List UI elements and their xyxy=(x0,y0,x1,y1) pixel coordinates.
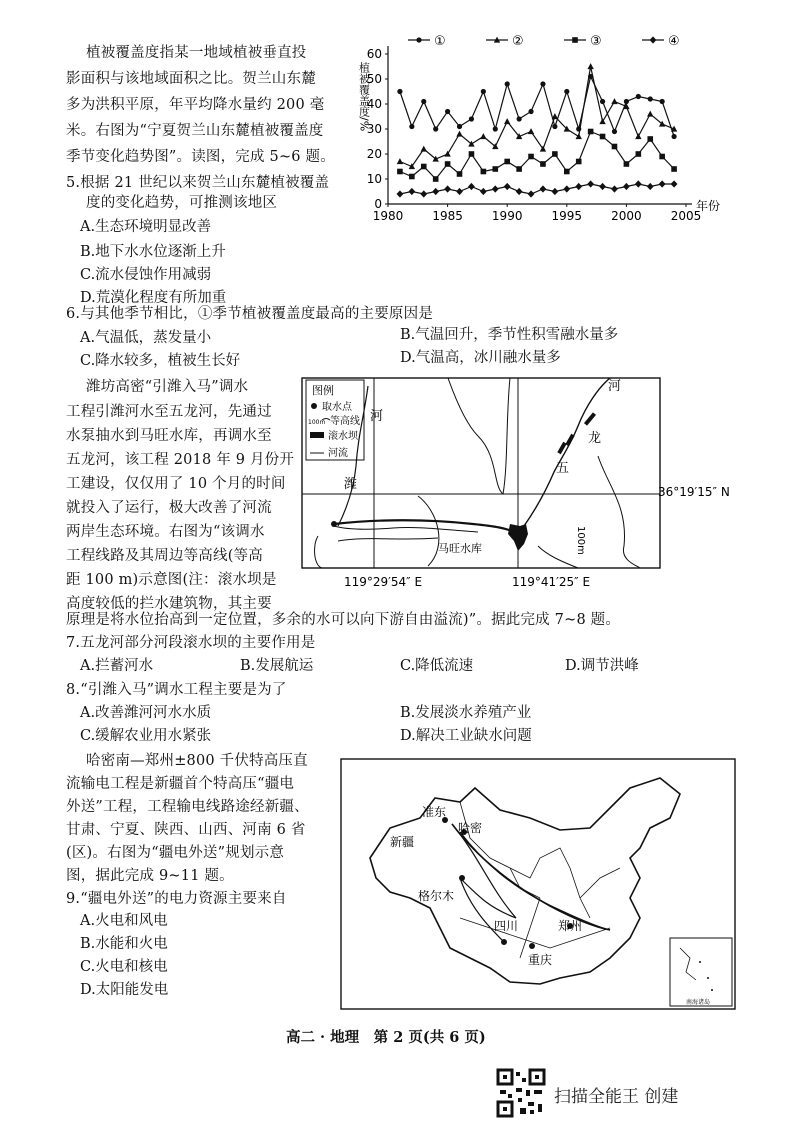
q7-stem: 7.五龙河部分河段滚水坝的主要作用是 xyxy=(66,635,316,651)
passage2-line-10: 高度较低的拦水建筑物，其主要 xyxy=(66,596,272,612)
passage2-line-4: 五龙河，该工程 2018 年 9 月份开 xyxy=(66,452,295,468)
map1-label-reservoir: 马旺水库 xyxy=(438,542,482,555)
data-point-s2 xyxy=(397,158,403,164)
china-power-transmission-map xyxy=(340,758,740,1012)
data-point-s1 xyxy=(469,116,474,121)
data-point-s3 xyxy=(421,164,427,170)
qr-code-icon xyxy=(496,1068,546,1118)
y-tick-label: 40 xyxy=(366,97,382,111)
data-point-s3 xyxy=(636,151,642,157)
data-point-s1 xyxy=(660,99,665,104)
passage2-line-8: 工程线路及其周边等高线(等高 xyxy=(66,548,263,564)
data-point-s4 xyxy=(671,180,678,187)
passage2-line-2: 工程引潍河水至五龙河，先通过 xyxy=(66,404,272,420)
data-point-s4 xyxy=(563,185,570,192)
province-border xyxy=(460,802,540,898)
passage2-last-line: 原理是将水位抬高到一定位置，多余的水可以向下游自由溢流)”。据此完成 7~8 题。 xyxy=(66,612,621,628)
contour-line xyxy=(598,456,640,568)
data-point-s2 xyxy=(528,128,534,134)
y-tick-label: 60 xyxy=(366,47,382,61)
data-point-s1 xyxy=(528,109,533,114)
data-point-s2 xyxy=(444,151,450,157)
map2-label-hami: 哈密 xyxy=(458,821,483,835)
data-point-s1 xyxy=(564,89,569,94)
data-point-s1 xyxy=(505,81,510,86)
map1-legend-contour-value: 100m xyxy=(308,419,326,426)
q5-option-b: B.地下水水位逐渐上升 xyxy=(80,244,226,260)
data-point-s2 xyxy=(456,131,462,137)
data-point-s3 xyxy=(397,169,403,175)
transmission-line xyxy=(460,832,610,930)
passage3-line-2: 流输电工程是新疆首个特高压“疆电 xyxy=(66,776,295,792)
passage2-line-9: 距 100 m)示意图(注：滚水坝是 xyxy=(66,572,277,588)
data-point-s2 xyxy=(480,133,486,139)
passage1-line-1: 植被覆盖度指某一地域植被垂直投 xyxy=(86,45,307,61)
data-point-s1 xyxy=(612,129,617,134)
data-point-s4 xyxy=(635,180,642,187)
data-point-s3 xyxy=(516,166,522,172)
data-point-s2 xyxy=(611,98,617,104)
data-point-s2 xyxy=(552,113,558,119)
contour-line xyxy=(338,538,438,541)
data-point-s3 xyxy=(409,174,415,180)
series-line-3 xyxy=(400,132,674,180)
q5-stem-line-2: 度的变化趋势，可推测该地区 xyxy=(86,195,278,211)
data-point-s1 xyxy=(409,124,414,129)
legend-label-3: ③ xyxy=(590,34,602,49)
data-point-s4 xyxy=(528,190,535,197)
china-outline xyxy=(370,778,680,984)
data-point-s3 xyxy=(659,154,665,160)
data-point-s4 xyxy=(540,185,547,192)
map1-label-long: 龙 xyxy=(588,431,602,446)
x-tick-label: 2000 xyxy=(611,209,642,223)
data-point-s3 xyxy=(433,176,439,182)
passage2-line-3: 水泵抽水到马旺水库，再调水至 xyxy=(66,428,272,444)
data-point-s3 xyxy=(671,166,677,172)
data-point-s3 xyxy=(481,169,487,175)
data-point-s1 xyxy=(636,94,641,99)
data-point-s4 xyxy=(504,183,511,190)
data-point-s4 xyxy=(575,183,582,190)
q8-option-c: C.缓解农业用水紧张 xyxy=(80,728,212,744)
data-point-s4 xyxy=(551,188,558,195)
data-point-s1 xyxy=(445,109,450,114)
contour-line xyxy=(418,496,439,566)
data-point-s4 xyxy=(587,180,594,187)
contour-line xyxy=(538,546,578,568)
data-point-s1 xyxy=(552,124,557,129)
data-point-s4 xyxy=(468,183,475,190)
passage2-line-6: 就投入了运行，极大改善了河流 xyxy=(66,500,272,516)
x-axis-label: 年份 xyxy=(696,199,721,213)
x-tick-label: 2005 xyxy=(670,209,702,223)
transmission-line xyxy=(452,824,610,930)
x-tick-label: 1980 xyxy=(372,209,404,223)
map2-label-xinjiang: 新疆 xyxy=(390,835,415,849)
q6-stem: 6.与其他季节相比，①季节植被覆盖度最高的主要原因是 xyxy=(66,306,434,322)
data-point-s1 xyxy=(517,116,522,121)
water-diversion-map xyxy=(298,376,738,596)
map1-label-wu: 五 xyxy=(556,461,570,476)
data-point-s3 xyxy=(457,171,463,177)
data-point-s3 xyxy=(445,161,451,167)
data-point-s3 xyxy=(540,161,546,167)
q8-option-b: B.发展淡水养殖产业 xyxy=(400,705,532,721)
data-point-s3 xyxy=(504,159,510,165)
passage1-line-5: 季节变化趋势图”。读图，完成 5~6 题。 xyxy=(66,149,335,165)
q9-option-b: B.水能和火电 xyxy=(80,936,168,952)
diversion-route xyxy=(334,520,518,534)
south-china-sea-inset xyxy=(670,938,732,1006)
map1-lon2-label: 119°41′25″ E xyxy=(512,575,591,589)
q6-option-a: A.气温低，蒸发量小 xyxy=(80,330,212,346)
data-point-s4 xyxy=(516,188,523,195)
passage1-line-2: 影面积与该地域面积之比。贺兰山东麓 xyxy=(66,71,316,87)
sichuan-point xyxy=(501,939,507,945)
data-point-s3 xyxy=(576,159,582,165)
x-tick-label: 1990 xyxy=(491,209,523,223)
data-point-s4 xyxy=(397,190,404,197)
passage3-line-5: (区)。右图为“疆电外送”规划示意 xyxy=(66,845,285,861)
weir-legend-icon xyxy=(310,432,324,438)
data-point-s4 xyxy=(408,188,415,195)
data-point-s2 xyxy=(504,118,510,124)
q5-option-d: D.荒漠化程度有所加重 xyxy=(80,290,227,306)
y-tick-label: 30 xyxy=(366,122,382,136)
data-point-s4 xyxy=(647,183,654,190)
map1-legend-title: 图例 xyxy=(312,384,334,397)
q9-stem: 9.“疆电外送”的电力资源主要来自 xyxy=(66,891,287,907)
data-point-s3 xyxy=(469,151,475,157)
q7-option-a: A.拦蓄河水 xyxy=(80,658,154,674)
map1-lon1-label: 119°29′54″ E xyxy=(344,575,423,589)
passage3-line-3: 外送”工程，工程输电线路途经新疆、 xyxy=(66,799,309,815)
data-point-s1 xyxy=(421,99,426,104)
legend-marker-3 xyxy=(572,37,578,43)
mawang-reservoir xyxy=(508,524,528,551)
data-point-s3 xyxy=(528,154,534,160)
q6-option-b: B.气温回升，季节性积雪融水量多 xyxy=(400,327,619,343)
q9-option-c: C.火电和核电 xyxy=(80,959,168,975)
data-point-s1 xyxy=(457,124,462,129)
x-tick-label: 1995 xyxy=(551,209,583,223)
map1-legend-contour: 等高线 xyxy=(330,416,360,427)
passage3-line-1: 哈密南—郑州±800 千伏特高压直 xyxy=(86,753,308,769)
y-tick-label: 0 xyxy=(374,197,382,211)
passage1-line-4: 米。右图为“宁夏贺兰山东麓植被覆盖度 xyxy=(66,123,324,139)
map1-label-contour: 100m xyxy=(575,526,586,555)
data-point-s4 xyxy=(599,183,606,190)
data-point-s2 xyxy=(576,133,582,139)
series-line-1 xyxy=(400,77,674,137)
series-line-4 xyxy=(400,184,674,194)
legend-label-1: ① xyxy=(434,34,446,49)
province-border xyxy=(580,868,620,898)
map2-label-sichuan: 四川 xyxy=(494,919,519,933)
map2-label-zhengzhou: 郑州 xyxy=(558,919,583,933)
y-axis-label: 植被覆盖度/% xyxy=(357,62,371,132)
data-point-s2 xyxy=(635,133,641,139)
data-point-s4 xyxy=(456,188,463,195)
rolling-weir xyxy=(584,412,596,425)
data-point-s3 xyxy=(588,129,594,135)
q5-option-c: C.流水侵蚀作用减弱 xyxy=(80,267,212,283)
q9-option-a: A.火电和风电 xyxy=(80,913,168,929)
passage3-line-6: 图，据此完成 9~11 题。 xyxy=(66,868,234,884)
diversion-route xyxy=(524,378,610,526)
y-tick-label: 10 xyxy=(366,172,382,186)
data-point-s4 xyxy=(480,188,487,195)
map2-label-inset: 南海诸岛 xyxy=(686,999,711,1006)
data-point-s1 xyxy=(433,126,438,131)
data-point-s1 xyxy=(540,81,545,86)
contour-line xyxy=(448,378,510,494)
q6-option-d: D.气温高，冰川融水量多 xyxy=(400,350,561,366)
contour-line xyxy=(334,526,478,532)
map2-label-zhundong: 准东 xyxy=(422,805,447,819)
q8-option-d: D.解决工业缺水问题 xyxy=(400,728,532,744)
province-border xyxy=(510,848,590,918)
passage2-line-1: 潍坊高密“引潍入马”调水 xyxy=(86,379,249,395)
passage2-line-5: 工建设，仅仅用了 10 个月的时间 xyxy=(66,476,286,492)
q5-stem-line-1: 5.根据 21 世纪以来贺兰山东麓植被覆盖 xyxy=(66,175,330,191)
data-point-s1 xyxy=(671,134,676,139)
transmission-line xyxy=(452,824,516,918)
contour-line xyxy=(315,536,322,568)
data-point-s4 xyxy=(444,185,451,192)
data-point-s4 xyxy=(611,185,618,192)
map1-lat-label: 36°19′15″ N xyxy=(658,485,730,499)
legend-label-4: ④ xyxy=(668,34,680,49)
data-point-s3 xyxy=(624,161,630,167)
q6-option-c: C.降水较多，植被生长好 xyxy=(80,353,241,369)
q7-option-c: C.降低流速 xyxy=(400,658,474,674)
y-tick-label: 50 xyxy=(366,72,382,86)
data-point-s3 xyxy=(612,144,618,150)
q8-stem: 8.“引潍入马”调水工程主要是为了 xyxy=(66,682,287,698)
golmud-point xyxy=(459,875,465,881)
data-point-s1 xyxy=(648,96,653,101)
passage2-line-7: 两岸生态环境。右图为“该调水 xyxy=(66,524,265,540)
map1-legend-intake: 取水点 xyxy=(322,402,352,413)
data-point-s1 xyxy=(493,126,498,131)
map2-label-chongqing: 重庆 xyxy=(528,953,553,967)
map2-label-golmud: 格尔木 xyxy=(418,889,455,903)
data-point-s3 xyxy=(647,136,653,142)
scanner-watermark: 扫描全能王 创建 xyxy=(554,1087,679,1107)
passage1-line-3: 多为洪积平原，年平均降水量约 200 毫 xyxy=(66,97,325,113)
data-point-s3 xyxy=(492,166,498,172)
q7-option-b: B.发展航运 xyxy=(240,658,314,674)
data-point-s4 xyxy=(623,183,630,190)
passage3-line-4: 甘肃、宁夏、陕西、山西、河南 6 省 xyxy=(66,822,306,838)
data-point-s1 xyxy=(397,89,402,94)
data-point-s2 xyxy=(647,111,653,117)
data-point-s4 xyxy=(492,185,499,192)
q7-option-d: D.调节洪峰 xyxy=(565,658,639,674)
page-footer: 高二 · 地理 第 2 页(共 6 页) xyxy=(286,1029,486,1046)
map1-label-wei: 潍 xyxy=(344,477,358,492)
legend-marker-1 xyxy=(416,37,421,42)
map1-legend-river: 河流 xyxy=(328,448,348,459)
q5-option-a: A.生态环境明显改善 xyxy=(80,219,212,235)
data-point-s2 xyxy=(587,63,593,69)
data-point-s3 xyxy=(600,134,606,140)
series-line-2 xyxy=(400,67,674,167)
legend-marker-4 xyxy=(650,36,657,43)
q8-option-a: A.改善潍河河水水质 xyxy=(80,705,212,721)
data-point-s1 xyxy=(600,99,605,104)
province-border xyxy=(520,898,540,958)
data-point-s2 xyxy=(599,118,605,124)
data-point-s3 xyxy=(564,169,570,175)
intake-point-legend-icon xyxy=(311,403,317,409)
map1-label-he2: 河 xyxy=(608,379,622,394)
data-point-s2 xyxy=(421,146,427,152)
y-tick-label: 20 xyxy=(366,147,382,161)
data-point-s3 xyxy=(552,151,558,157)
legend-label-2: ② xyxy=(512,34,524,49)
data-point-s1 xyxy=(481,89,486,94)
data-point-s4 xyxy=(432,188,439,195)
map1-legend-weir: 滚水坝 xyxy=(328,431,358,442)
chongqing-point xyxy=(529,943,535,949)
data-point-s4 xyxy=(420,190,427,197)
x-tick-label: 1985 xyxy=(432,209,463,223)
data-point-s4 xyxy=(659,180,666,187)
vegetation-coverage-chart xyxy=(350,28,730,234)
map1-label-he: 河 xyxy=(370,409,384,424)
q9-option-d: D.太阳能发电 xyxy=(80,982,169,998)
